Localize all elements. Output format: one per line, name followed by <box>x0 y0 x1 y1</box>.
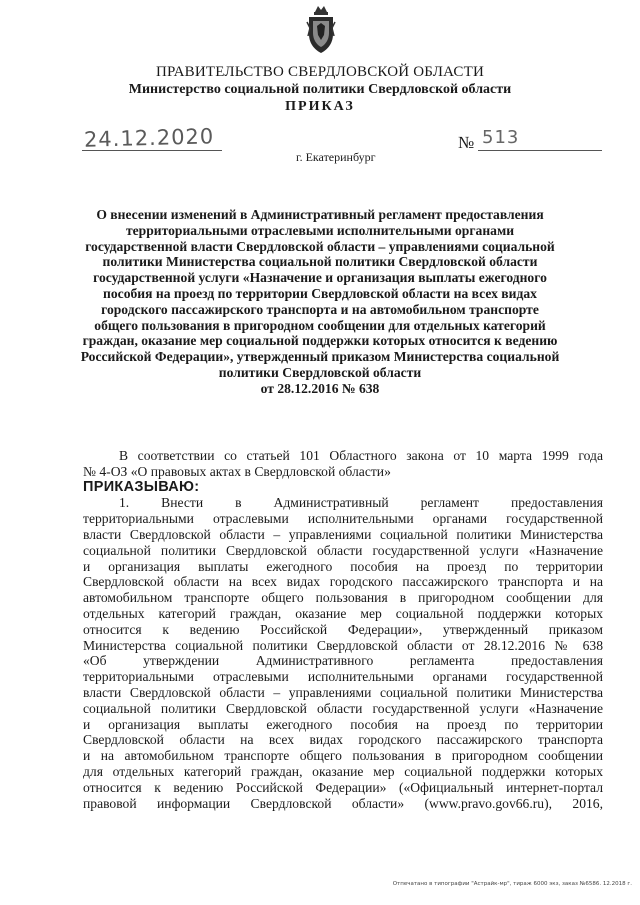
order-heading: ПРИКАЗЫВАЮ: <box>83 478 200 495</box>
preamble-line: В соответствии со статьей 101 Областного закона от 10 марта 1999 года <box>119 448 603 463</box>
title-line: городского пассажирского транспорта и на автомобильном транспорте <box>101 301 539 317</box>
title-line: общего пользования в пригородном сообщении для отдельных категорий <box>94 317 546 333</box>
item1-line: социальной политики Свердловской области государственной услуги «Назначение <box>83 542 603 558</box>
title-line: государственной услуги «Назначение и организация выплаты ежегодного <box>93 270 547 286</box>
item1-line: Министерства социальной политики Свердловской области от 28.12.2016 № 638 <box>83 637 603 653</box>
item1-line: Свердловской области на всех видах городского пассажирского транспорта <box>83 732 603 748</box>
item1-line: территориальными отраслевыми исполнительными органами государственной <box>83 511 603 527</box>
item1-line: для отдельных категорий граждан, оказание мер социальной поддержки которых <box>83 763 603 779</box>
item1-line: и организация выплаты ежегодного пособия на проезд по территории <box>83 716 603 732</box>
document-title <box>70 207 570 397</box>
coat-of-arms-icon <box>305 4 337 56</box>
item1-line: социальной политики Свердловской области государственной услуги «Назначение <box>83 700 603 716</box>
title-line: политики Свердловской области <box>218 364 422 380</box>
city: г. Екатеринбург <box>296 150 376 164</box>
ministry-name: Министерство социальной политики Свердловской области <box>128 82 512 97</box>
document-body <box>83 448 603 811</box>
item1-line: правовой информации Свердловской области» (www.pravo.gov66.ru), 2016, <box>83 795 603 811</box>
item1-line: Свердловской области на всех видах городского пассажирского транспорта и на <box>83 574 603 590</box>
government-name: ПРАВИТЕЛЬСТВО СВЕРДЛОВСКОЙ ОБЛАСТИ <box>155 64 485 80</box>
handwritten-date: 24.12.2020 <box>83 124 215 152</box>
document-type: ПРИКАЗ <box>285 99 355 114</box>
title-line: пособия на проезд по территории Свердловской области на всех видах <box>103 285 537 301</box>
date-underline <box>82 150 222 151</box>
item1-line: власти Свердловской области – управлениями социальной политики Министерства <box>83 526 603 542</box>
title-line: граждан, оказание мер социальной поддержки которых относится к ведению <box>82 333 558 349</box>
item1-line: отдельных категорий граждан, оказание мер социальной поддержки которых <box>83 605 603 621</box>
item1-line: относится к ведению Российской Федерации», утвержденный приказом <box>83 621 603 637</box>
item1-line: и на автомобильном транспорте общего пользования в пригородном сообщении <box>83 748 603 764</box>
title-line: О внесении изменений в Административный регламент предоставления <box>96 207 544 222</box>
title-line: Российской Федерации», утвержденный приказом Министерства социальной <box>80 349 560 365</box>
preamble-line: № 4-ОЗ «О правовых актах в Свердловской области» <box>83 463 391 479</box>
handwritten-number: 513 <box>482 127 520 148</box>
item1-line: «Об утверждении Административного регламента предоставления <box>83 653 603 669</box>
number-underline <box>478 150 602 151</box>
print-footer-note: Отпечатано в типографии "Астрайк-мр", тираж 6000 экз, заказ №6586. 12.2018 г. <box>392 881 632 887</box>
item1-line: автомобильном транспорте общего пользования в пригородном сообщении для <box>83 590 603 606</box>
title-line: политики Министерства социальной политики Свердловской области <box>102 254 538 270</box>
title-line: территориальными отраслевыми исполнительными органами <box>125 222 515 238</box>
item1-line: и организация выплаты ежегодного пособия на проезд по территории <box>83 558 603 574</box>
title-line: государственной власти Свердловской области – управлениями социальной <box>85 238 555 254</box>
item1-line: относится к ведению Российской Федерации» («Официальный интернет-портал <box>83 779 603 795</box>
item1-line: территориальными отраслевыми исполнительными органами государственной <box>83 669 603 685</box>
title-line: от 28.12.2016 № 638 <box>260 380 380 396</box>
number-label: № <box>458 133 475 152</box>
item1-line: власти Свердловской области – управлениями социальной политики Министерства <box>83 684 603 700</box>
item1-line: 1. Внести в Административный регламент предоставления <box>119 495 603 511</box>
